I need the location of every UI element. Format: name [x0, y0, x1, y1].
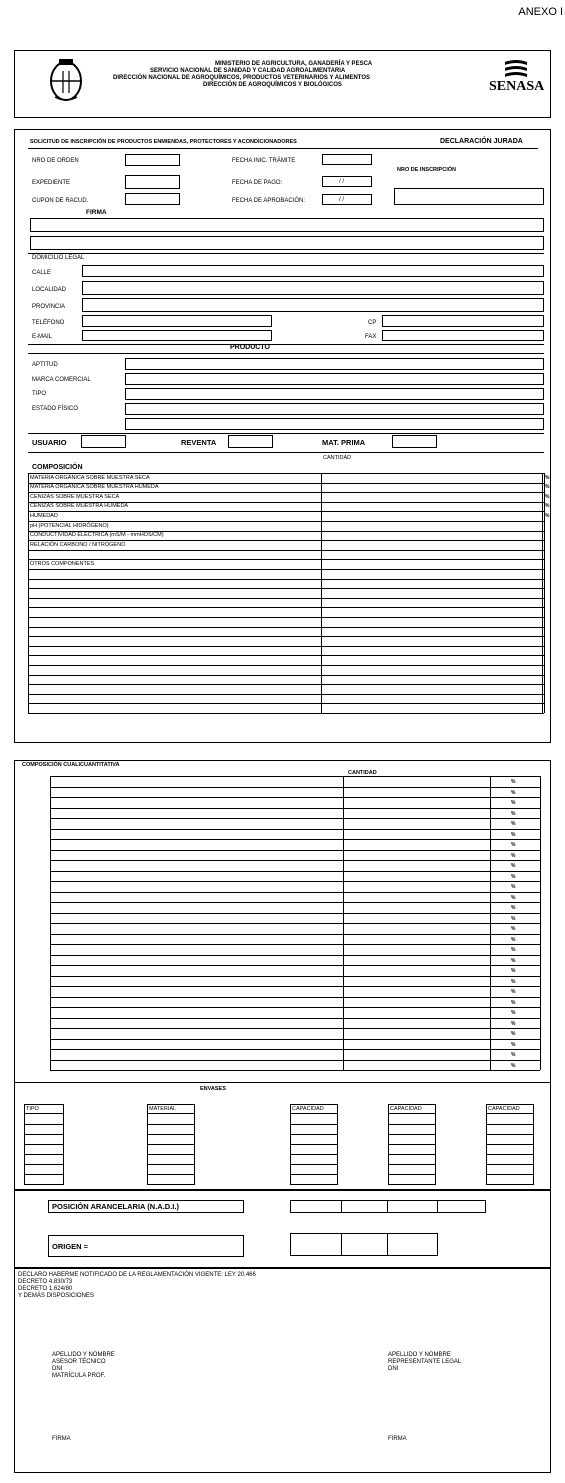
- footer-box: [14, 1268, 551, 1473]
- declaro-line: DECLARO HABERME NOTIFICADO DE LA REGLAMENTACIÓN VIGENTE: LEY 20.466: [18, 1272, 256, 1278]
- marca-label: MARCA COMERCIAL: [32, 377, 91, 383]
- envases-header-capacidad: [388, 1104, 436, 1114]
- fecha-aprob-field[interactable]: [322, 194, 372, 205]
- nro-orden-label: NRO DE ORDEN: [32, 158, 79, 164]
- mat-prima-label: MAT. PRIMA: [322, 438, 366, 447]
- cuali-pct-sign: %: [511, 1020, 516, 1027]
- expediente-label: EXPEDIENTE: [32, 180, 71, 186]
- cuali-pct-sign: %: [511, 968, 516, 974]
- tipo-field[interactable]: [125, 388, 544, 400]
- cantidad-label: CANTIDAD: [323, 455, 352, 461]
- pct-sign: %: [545, 493, 550, 500]
- decreto-1: DECRETO 4.830/73: [18, 1279, 73, 1285]
- composicion-row-label: CONDUCTIVIDAD ELÉCTRICA (mS/M - mmHOS/CM): [30, 532, 164, 539]
- pct-sign: %: [545, 512, 550, 519]
- email-field[interactable]: [82, 330, 272, 341]
- localidad-label: LOCALIDAD: [32, 287, 67, 293]
- origen-box: [48, 1235, 244, 1257]
- annex-label: ANEXO I: [518, 6, 563, 18]
- fecha-pago-field[interactable]: [322, 176, 372, 187]
- origen-label: ORIGEN =: [52, 1242, 89, 1251]
- email-label: E-MAIL: [32, 334, 53, 340]
- cuali-pct-sign: %: [511, 915, 516, 922]
- composicion-row-label: MATERIA ORGÁNICA SOBRE MUESTRA HÚMEDA: [30, 484, 159, 491]
- nro-orden-field[interactable]: [125, 154, 180, 166]
- provincia-field[interactable]: [82, 298, 544, 312]
- expediente-field[interactable]: [125, 175, 180, 189]
- senasa-logo-mark: [503, 59, 529, 77]
- marca-field[interactable]: [125, 373, 544, 385]
- cp-field[interactable]: [382, 315, 544, 327]
- cuali-table: [50, 776, 540, 1070]
- cuali-pct-sign: %: [511, 894, 516, 901]
- envases-title: ENVASES: [200, 1086, 226, 1092]
- usuario-field[interactable]: [81, 435, 126, 448]
- aptitud-label: APTITUD: [32, 362, 58, 368]
- firma-field-1[interactable]: [30, 218, 544, 232]
- telefono-label: TELÉFONO: [32, 320, 65, 326]
- envases-header-label: CAPACIDAD: [390, 1106, 422, 1112]
- provincia-label: PROVINCIA: [32, 304, 66, 310]
- fecha-aprob-label: FECHA DE APROBACIÓN:: [232, 198, 306, 204]
- right-sig-1: REPRESENTANTE LEGAL: [388, 1359, 462, 1365]
- pct-sign: %: [545, 484, 550, 491]
- left-sig-2: DNI: [52, 1366, 63, 1372]
- estado-field-2[interactable]: [125, 418, 544, 430]
- firma-field-2[interactable]: [30, 236, 544, 250]
- pct-sign: %: [545, 503, 550, 510]
- composicion-row-label: pH (POTENCIAL HIDRÓGENO): [30, 522, 109, 529]
- posicion-arancelaria-box: [48, 1200, 244, 1213]
- envases-header-capacidad: [290, 1104, 338, 1114]
- cuali-pct-sign: %: [511, 1031, 516, 1037]
- right-sig-0: APELLIDO Y NOMBRE: [388, 1352, 451, 1358]
- nro-inscripcion-field[interactable]: [394, 188, 544, 205]
- fecha-pago-label: FECHA DE PAGO:: [232, 180, 283, 186]
- calle-field[interactable]: [82, 265, 544, 277]
- pct-sign: %: [545, 474, 550, 481]
- fax-label: FAX: [365, 334, 377, 340]
- date-mask: / /: [339, 197, 345, 203]
- disposiciones: Y DEMÁS DISPOSICIONES: [18, 1293, 94, 1299]
- tipo-label: TIPO: [32, 391, 47, 397]
- declaration-label: DECLARACIÓN JURADA: [440, 138, 523, 145]
- envases-header-capacidad: [486, 1104, 534, 1114]
- cuali-pct-sign: %: [511, 831, 516, 838]
- header-line-1: MINISTERIO DE AGRICULTURA, GANADERÍA Y PESCA: [215, 61, 373, 67]
- nro-inscripcion-label: NRO DE INSCRIPCIÓN: [397, 167, 456, 173]
- localidad-field[interactable]: [82, 281, 544, 295]
- cuali-pct-sign: %: [511, 926, 516, 932]
- cuali-pct-sign: %: [511, 1041, 516, 1048]
- mat-prima-field[interactable]: [392, 435, 437, 448]
- cuali-pct-sign: %: [511, 779, 516, 785]
- cupon-label: CUPON DE RACUD.: [32, 198, 89, 204]
- calle-label: CALLE: [32, 270, 52, 276]
- envases-header-material: [147, 1104, 195, 1114]
- cuali-pct-sign: %: [511, 1010, 516, 1016]
- right-firma: FIRMA: [388, 1436, 407, 1442]
- composicion-title: COMPOSICIÓN: [32, 464, 83, 471]
- otros-componentes-label: OTROS COMPONENTES: [30, 560, 95, 567]
- envases-header-label: CAPACIDAD: [488, 1106, 520, 1112]
- composicion-table: [28, 473, 555, 718]
- envases-tables: [14, 1100, 551, 1185]
- cuali-cantidad-label: CANTIDAD: [348, 770, 377, 776]
- cuali-pct-sign: %: [511, 884, 516, 890]
- envases-header-label: TIPO: [26, 1106, 39, 1112]
- cupon-field[interactable]: [125, 193, 180, 205]
- envases-header-label: CAPACIDAD: [292, 1106, 324, 1112]
- left-sig-1: ASESOR TÉCNICO: [52, 1359, 106, 1365]
- cuali-pct-sign: %: [511, 1062, 516, 1069]
- producto-title: PRODUCTO: [230, 344, 270, 351]
- left-sig-0: APELLIDO Y NOMBRE: [52, 1352, 115, 1358]
- cuali-pct-sign: %: [511, 789, 516, 796]
- envases-header-label: MATERIAL: [149, 1106, 177, 1112]
- estado-field[interactable]: [125, 403, 544, 415]
- cuali-title: COMPOSICIÓN CUALICUANTITATIVA: [22, 762, 120, 768]
- fax-field[interactable]: [382, 330, 544, 341]
- cuali-pct-sign: %: [511, 905, 516, 911]
- header-line-2: SERVICIO NACIONAL DE SANIDAD Y CALIDAD AGROALIMENTARIA: [150, 68, 346, 74]
- cuali-pct-sign: %: [511, 810, 516, 817]
- decreto-2: DECRETO 1.624/80: [18, 1286, 73, 1292]
- composicion-row-label: CENIZAS SOBRE MUESTRA HÚMEDA: [30, 503, 129, 510]
- date-mask: / /: [339, 179, 345, 185]
- telefono-field[interactable]: [82, 315, 272, 327]
- cuali-pct-sign: %: [511, 852, 516, 859]
- posicion-arancelaria-label: POSICIÓN ARANCELARIA (N.A.D.I.): [52, 1202, 179, 1211]
- cuali-pct-sign: %: [511, 873, 516, 880]
- left-firma: FIRMA: [52, 1436, 71, 1442]
- senasa-logo-text: SENASA: [489, 79, 545, 94]
- reventa-label: REVENTA: [181, 438, 217, 447]
- left-sig-3: MATRÍCULA PROF.: [52, 1373, 106, 1379]
- header-line-4: DIRECCIÓN DE AGROQUÍMICOS Y BIOLÓGICOS: [203, 82, 342, 88]
- coat-of-arms-logo: [49, 57, 83, 103]
- reventa-field[interactable]: [228, 435, 273, 448]
- estado-label: ESTADO FÍSICO: [32, 406, 78, 412]
- right-sig-2: DNI: [388, 1366, 399, 1372]
- cuali-pct-sign: %: [511, 978, 516, 985]
- composicion-row-label: MATERIA ORGÁNICA SOBRE MUESTRA SECA: [30, 474, 150, 481]
- aptitud-field[interactable]: [125, 358, 544, 370]
- cuali-pct-sign: %: [511, 863, 516, 869]
- cuali-pct-sign: %: [511, 800, 516, 806]
- form-title: SOLICITUD DE INSCRIPCIÓN DE PRODUCTOS ENMIENDAS, PROTECTORES Y ACONDICIONADORES: [30, 139, 297, 145]
- cuali-pct-sign: %: [511, 957, 516, 964]
- cuali-pct-sign: %: [511, 936, 516, 943]
- cuali-pct-sign: %: [511, 821, 516, 827]
- cuali-pct-sign: %: [511, 989, 516, 995]
- firma-header: FIRMA: [86, 209, 107, 216]
- header-line-3: DIRECCIÓN NACIONAL DE AGROQUÍMICOS, PRODUCTOS VETERINARIOS Y ALIMENTOS: [113, 75, 371, 81]
- cuali-pct-sign: %: [511, 947, 516, 953]
- domicilio-title: DOMICILIO LEGAL: [32, 255, 85, 261]
- cuali-pct-sign: %: [511, 1052, 516, 1058]
- fecha-inic-field[interactable]: [322, 154, 372, 165]
- cp-label: CP: [368, 320, 377, 326]
- usuario-label: USUARIO: [32, 438, 67, 447]
- fecha-inic-label: FECHA INIC. TRÁMITE: [232, 158, 296, 164]
- header-box: [14, 50, 551, 118]
- composicion-row-label: RELACIÓN CARBONO / NITRÓGENO: [30, 541, 126, 548]
- cuali-pct-sign: %: [511, 999, 516, 1006]
- composicion-row-label: CENIZAS SOBRE MUESTRA SECA: [30, 493, 120, 500]
- cuali-pct-sign: %: [511, 842, 516, 848]
- composicion-row-label: HUMEDAD: [30, 512, 58, 519]
- envases-header-tipo: [24, 1104, 64, 1114]
- origen-field[interactable]: [290, 1233, 438, 1256]
- posicion-field[interactable]: [290, 1200, 486, 1213]
